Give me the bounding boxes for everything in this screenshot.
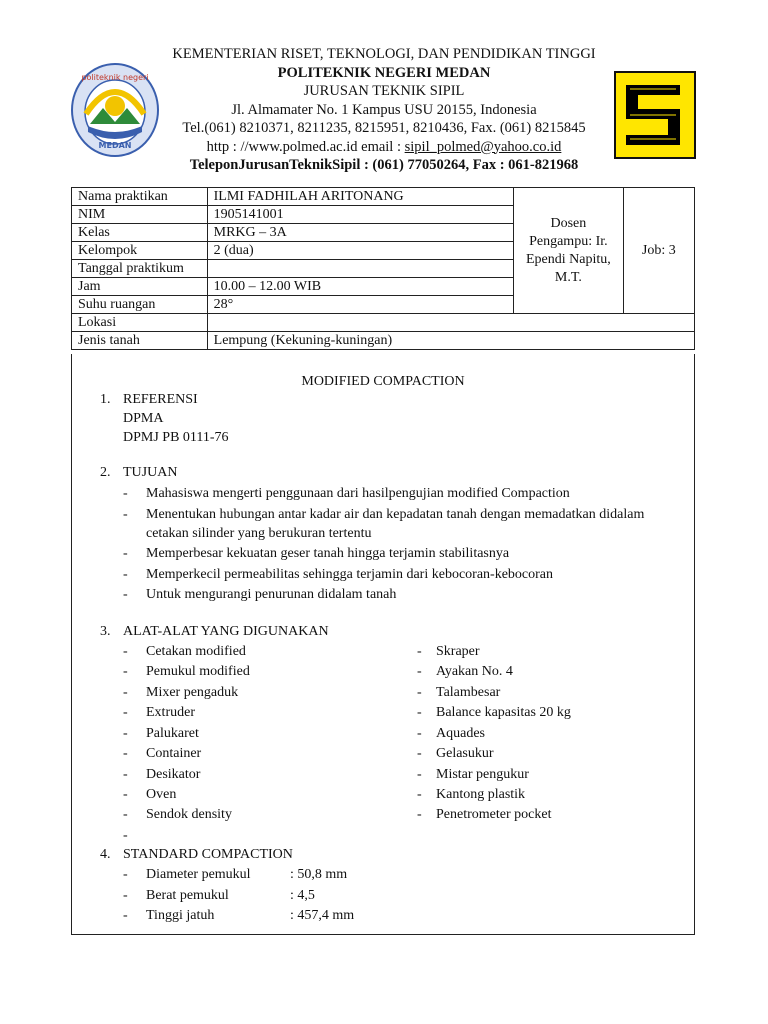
equipment-item: Penetrometer pocket <box>436 807 552 822</box>
value-cell <box>207 260 513 278</box>
section-number: 1. <box>100 392 111 407</box>
value-cell: MRKG – 3A <box>207 224 513 242</box>
bullet-dash: - <box>123 746 128 761</box>
bullet-dash: - <box>123 587 128 602</box>
equipment-item: Skraper <box>436 644 480 659</box>
equipment-item: Ayakan No. 4 <box>436 664 513 679</box>
bullet-dash: - <box>123 685 128 700</box>
equipment-item: Container <box>146 746 202 761</box>
value-cell: 28° <box>207 296 513 314</box>
bullet-dash: - <box>417 787 422 802</box>
reference-item: DPMA <box>123 411 164 426</box>
spec-label: Berat pemukul <box>146 888 229 903</box>
bullet-dash: - <box>417 664 422 679</box>
bullet-dash: - <box>417 807 422 822</box>
dosen-cell: Dosen Pengampu: Ir. Ependi Napitu, M.T. <box>514 188 624 314</box>
section-number: 2. <box>100 465 111 480</box>
department-phone-line: TeleponJurusanTeknikSipil : (061) 77050264, Fax : 061-821968 <box>189 157 579 173</box>
equipment-item: Aquades <box>436 726 485 741</box>
table-row <box>72 188 695 206</box>
bullet-dash: - <box>123 767 128 782</box>
label-cell: Kelompok <box>72 242 208 260</box>
equipment-item: Gelasukur <box>436 746 494 761</box>
logo-bottom-text: MEDAN <box>98 141 132 150</box>
bullet-dash: - <box>417 644 422 659</box>
value-cell: Lempung (Kekuning-kuningan) <box>207 332 694 350</box>
spec-value: : 50,8 mm <box>290 867 348 882</box>
value-cell <box>207 314 694 332</box>
label-cell: Nama praktikan <box>72 188 208 206</box>
spec-label: Diameter pemukul <box>146 867 251 882</box>
department-name: JURUSAN TEKNIK SIPIL <box>303 83 465 99</box>
bullet-dash: - <box>417 726 422 741</box>
bullet-dash: - <box>123 888 128 903</box>
value-cell: 2 (dua) <box>207 242 513 260</box>
institution-name: POLITEKNIK NEGERI MEDAN <box>277 64 491 81</box>
section-title-tujuan: TUJUAN <box>123 465 178 480</box>
table-row <box>72 332 695 350</box>
table-row <box>72 314 695 332</box>
label-cell: NIM <box>72 206 208 224</box>
section-title-standard: STANDARD COMPACTION <box>123 847 293 862</box>
ministry-name: KEMENTERIAN RISET, TEKNOLOGI, DAN PENDIDIKAN TINGGI <box>172 46 596 62</box>
equipment-item: Sendok density <box>146 807 232 822</box>
bullet-dash: - <box>123 567 128 582</box>
letterhead <box>150 45 618 175</box>
value-cell: ILMI FADHILAH ARITONANG <box>207 188 513 206</box>
label-cell: Suhu ruangan <box>72 296 208 314</box>
section-title-referensi: REFERENSI <box>123 392 198 407</box>
website-text: http : //www.polmed.ac.id email : <box>206 138 405 155</box>
polmed-logo <box>70 62 160 158</box>
spec-value: : 4,5 <box>290 888 315 903</box>
bullet-dash: - <box>123 705 128 720</box>
bullet-dash: - <box>123 787 128 802</box>
bullet-dash: - <box>417 767 422 782</box>
equipment-item: Kantong plastik <box>436 787 526 802</box>
phone-line: Tel.(061) 8210371, 8211235, 8215951, 8210436, Fax. (061) 8215845 <box>182 120 586 136</box>
label-cell: Lokasi <box>72 314 208 332</box>
section-title-alat: ALAT-ALAT YANG DIGUNAKAN <box>123 624 329 639</box>
objective-item: Mahasiswa mengerti penggunaan dari hasilpengujian modified Compaction <box>146 486 570 501</box>
bullet-dash: - <box>123 486 128 501</box>
equipment-item: Cetakan modified <box>146 644 246 659</box>
equipment-item: Balance kapasitas 20 kg <box>436 705 571 720</box>
bullet-dash: - <box>417 685 422 700</box>
objective-item: Menentukan hubungan antar kadar air dan kepadatan tanah dengan memadatkan didalam <box>146 507 645 522</box>
label-cell: Tanggal praktikum <box>72 260 208 278</box>
bullet-dash: - <box>123 807 128 822</box>
equipment-item: Extruder <box>146 705 195 720</box>
job-cell: Job: 3 <box>623 188 694 314</box>
label-cell: Kelas <box>72 224 208 242</box>
equipment-item: Palukaret <box>146 726 199 741</box>
bullet-dash: - <box>417 705 422 720</box>
web-email-line <box>150 138 618 157</box>
section-number: 4. <box>100 847 111 862</box>
address-line: Jl. Almamater No. 1 Kampus USU 20155, Indonesia <box>231 101 537 118</box>
bullet-dash: - <box>123 664 128 679</box>
bullet-dash: - <box>123 867 128 882</box>
objective-item-continuation: cetakan silinder yang berukuran tertentu <box>146 526 372 541</box>
bullet-dash: - <box>123 546 128 561</box>
value-cell: 1905141001 <box>207 206 513 224</box>
equipment-item: Oven <box>146 787 177 802</box>
reference-item: DPMJ PB 0111-76 <box>123 430 229 445</box>
bullet-dash: - <box>417 746 422 761</box>
bullet-dash: - <box>123 828 128 843</box>
equipment-item: Talambesar <box>436 685 501 700</box>
objective-item: Memperbesar kekuatan geser tanah hingga terjamin stabilitasnya <box>146 546 510 561</box>
bullet-dash: - <box>123 908 128 923</box>
document-title: MODIFIED COMPACTION <box>301 374 465 389</box>
objective-item: Memperkecil permeabilitas sehingga terjamin dari kebocoran-kebocoran <box>146 567 553 582</box>
bullet-dash: - <box>123 507 128 522</box>
bullet-dash: - <box>123 726 128 741</box>
section-number: 3. <box>100 624 111 639</box>
equipment-item: Mixer pengaduk <box>146 685 239 700</box>
equipment-item: Pemukul modified <box>146 664 250 679</box>
equipment-item: Desikator <box>146 767 201 782</box>
spec-label: Tinggi jatuh <box>146 908 215 923</box>
praktikum-info-table <box>71 187 695 350</box>
value-cell: 10.00 – 12.00 WIB <box>207 278 513 296</box>
equipment-item: Mistar pengukur <box>436 767 529 782</box>
civil-engineering-logo <box>614 71 696 159</box>
spec-value: : 457,4 mm <box>290 908 355 923</box>
objective-item: Untuk mengurangi penurunan didalam tanah <box>146 587 397 602</box>
logo-arc-text: politeknik negeri <box>81 73 149 82</box>
label-cell: Jenis tanah <box>72 332 208 350</box>
label-cell: Jam <box>72 278 208 296</box>
email-link[interactable]: sipil_polmed@yahoo.co.id <box>404 138 562 155</box>
bullet-dash: - <box>123 644 128 659</box>
